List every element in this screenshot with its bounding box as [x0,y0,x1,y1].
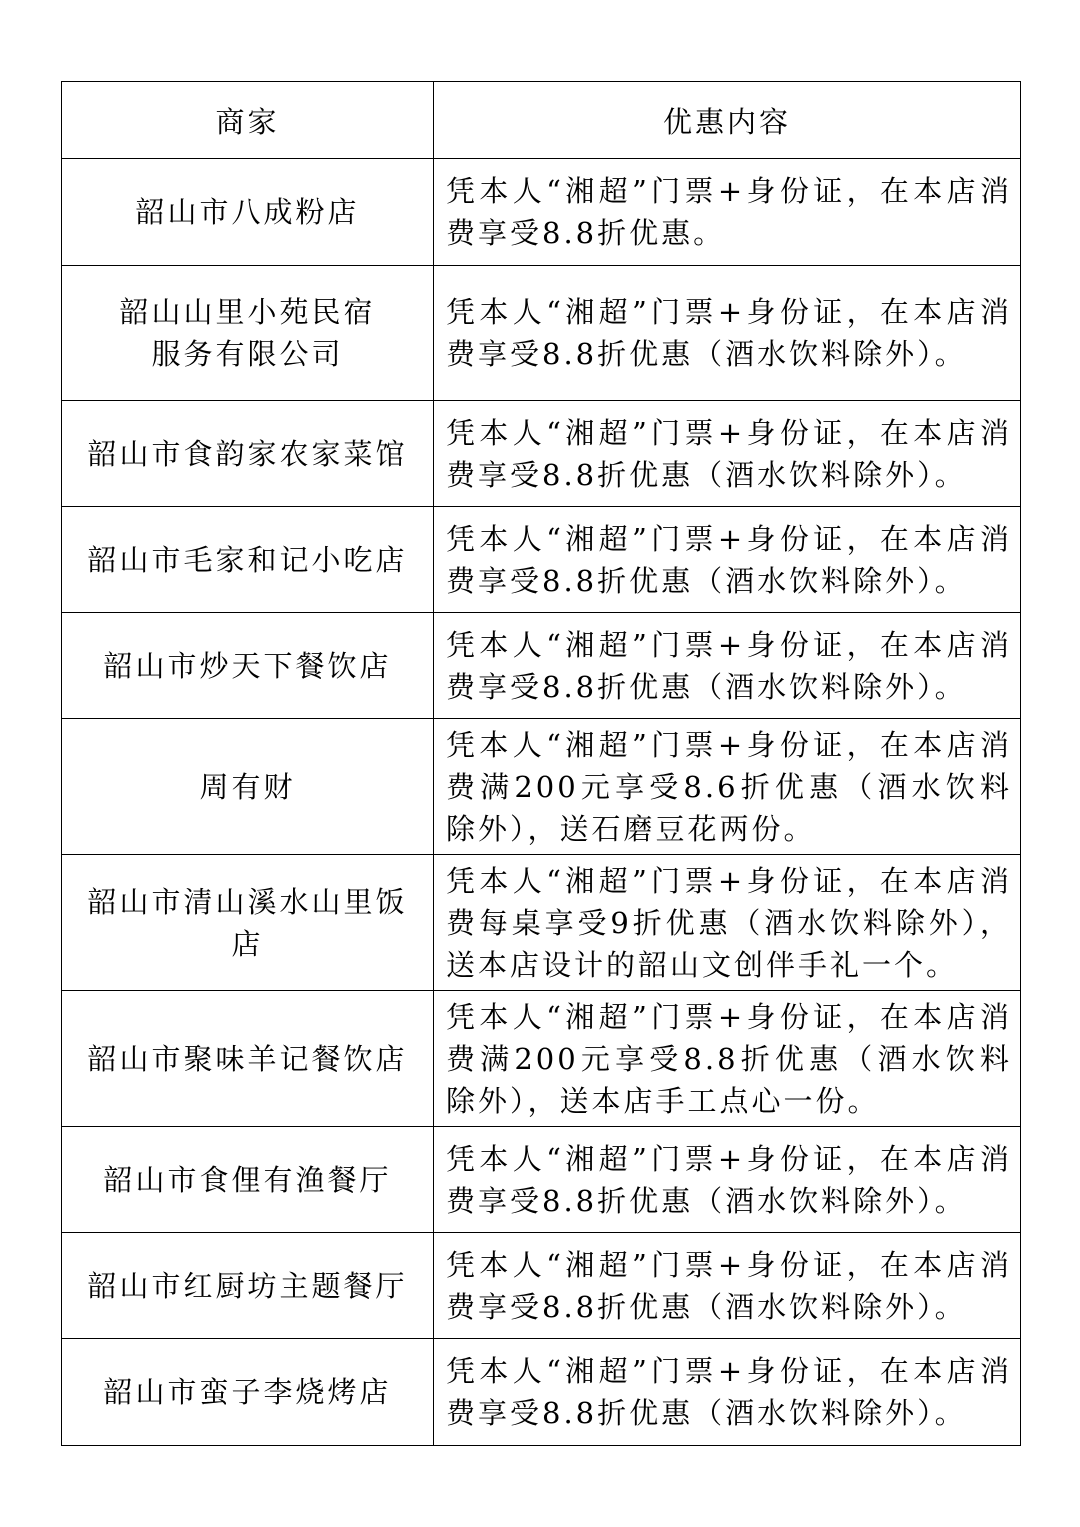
table-header-row [62,82,1021,159]
table-row [62,855,1021,991]
table-row [62,1127,1021,1233]
merchant-cell: 韶山市毛家和记小吃店 [62,507,434,613]
merchant-cell: 韶山市八成粉店 [62,159,434,266]
merchant-cell-wrapper [62,266,434,401]
table-row [62,613,1021,719]
merchant-discount-table [61,81,1021,1446]
merchant-column-header: 商家 [62,82,434,159]
merchant-cell: 韶山市炒天下餐饮店 [62,613,434,719]
offer-cell: 凭本人“湘超”门票+身份证，在本店消费享受8.8折优惠（酒水饮料除外）。 [434,1127,1021,1233]
offer-cell: 凭本人“湘超”门票+身份证，在本店消费每桌享受9折优惠（酒水饮料除外），送本店设计的韶山文创伴手礼一个。 [434,855,1021,991]
table-row [62,1339,1021,1446]
table-row [62,266,1021,401]
merchant-cell: 韶山市食韵家农家菜馆 [62,401,434,507]
offer-cell: 凭本人“湘超”门票+身份证，在本店消费享受8.8折优惠（酒水饮料除外）。 [434,1233,1021,1339]
offer-cell: 凭本人“湘超”门票+身份证，在本店消费享受8.8折优惠（酒水饮料除外）。 [434,613,1021,719]
table-row [62,991,1021,1127]
merchant-cell: 韶山市蛮子李烧烤店 [62,1339,434,1446]
table-row [62,401,1021,507]
offer-cell: 凭本人“湘超”门票+身份证，在本店消费享受8.8折优惠（酒水饮料除外）。 [434,266,1021,401]
table-row [62,1233,1021,1339]
offer-cell: 凭本人“湘超”门票+身份证，在本店消费满200元享受8.8折优惠（酒水饮料除外），送本店手工点心一份。 [434,991,1021,1127]
table-row [62,159,1021,266]
merchant-cell: 韶山市聚味羊记餐饮店 [62,991,434,1127]
offer-cell: 凭本人“湘超”门票+身份证，在本店消费享受8.8折优惠（酒水饮料除外）。 [434,401,1021,507]
offer-cell: 凭本人“湘超”门票+身份证，在本店消费享受8.8折优惠。 [434,159,1021,266]
merchant-cell: 韶山山里小苑民宿服务有限公司 [119,295,376,371]
offer-cell: 凭本人“湘超”门票+身份证，在本店消费享受8.8折优惠（酒水饮料除外）。 [434,1339,1021,1446]
offer-cell: 凭本人“湘超”门票+身份证，在本店消费满200元享受8.6折优惠（酒水饮料除外），送石磨豆花两份。 [434,719,1021,855]
merchant-cell: 韶山市食俚有渔餐厅 [62,1127,434,1233]
table-row [62,507,1021,613]
merchant-cell: 周有财 [62,719,434,855]
table-row [62,719,1021,855]
merchant-cell: 韶山市红厨坊主题餐厅 [62,1233,434,1339]
merchant-cell: 韶山市清山溪水山里饭店 [62,855,434,991]
offer-column-header: 优惠内容 [434,82,1021,159]
offer-cell: 凭本人“湘超”门票+身份证，在本店消费享受8.8折优惠（酒水饮料除外）。 [434,507,1021,613]
